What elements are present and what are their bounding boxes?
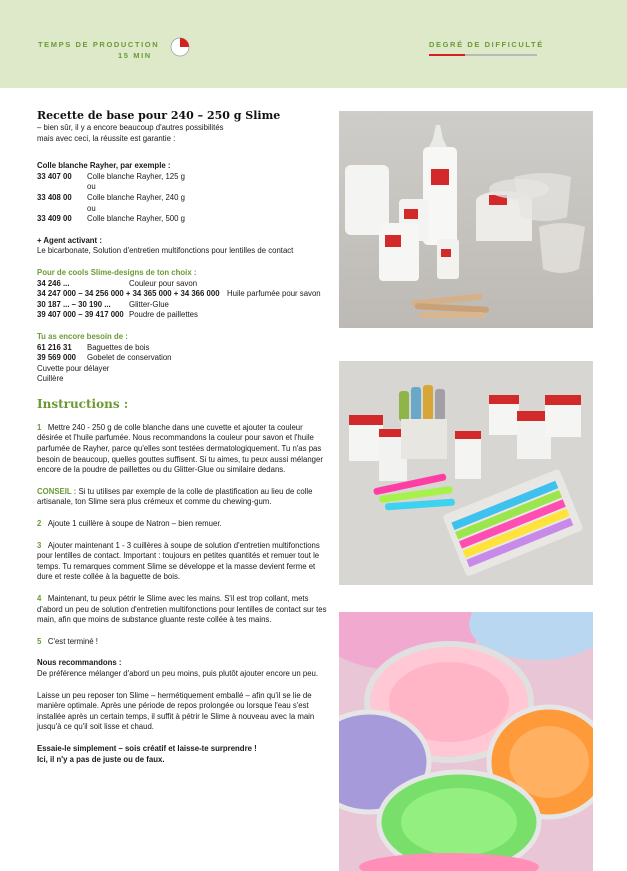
glue-item: 33 407 00 Colle blanche Rayher, 125 g <box>37 171 185 181</box>
clock-icon <box>170 37 190 57</box>
header-band <box>0 0 627 88</box>
need-heading: Tu as encore besoin de : <box>37 331 128 341</box>
difficulty-label: DEGRÉ DE DIFFICULTÉ <box>429 40 544 49</box>
step-5: 5 C'est terminé ! <box>37 636 98 646</box>
step-4: 4 Maintenant, tu peux pétrir le Slime avec les mains. S'il est trop collant, mets d'abord un peu de solution d'entretien multifonctions pour lentilles de contact sur tes main, afin que moins de substance gluante reste collée à tes mains. <box>37 594 327 625</box>
need-extra: Cuillère <box>37 374 64 384</box>
photo-slime-cups <box>339 612 593 871</box>
closing-1: Essaie-le simplement – sois créatif et laisse-te surprendre ! <box>37 743 257 753</box>
recommend-heading: Nous recommandons : <box>37 658 122 668</box>
closing-2: Ici, il n'y a pas de juste ou de faux. <box>37 754 165 764</box>
design-item: 34 246 ... Couleur pour savon <box>37 278 198 288</box>
need-extra: Cuvette pour délayer <box>37 363 110 373</box>
step-3: 3 Ajouter maintenant 1 - 3 cuillères à soupe de solution d'entretien multifonctions pour lentilles de contact. Important : toujours en petites quantités et remuer tout le temps. Tu remarques comment Slime se développe et la masse devient ferme et dure et reste collée à la baguette de bois. <box>37 540 320 582</box>
photo-colors-glitter <box>339 361 593 585</box>
need-item: 61 216 31 Baguettes de bois <box>37 342 150 352</box>
instructions-heading: Instructions : <box>37 396 129 411</box>
tip: CONSEIL : Si tu utilises par exemple de la colle de plastification au lieu de colle artisanale, ton Slime sera plus crémeux et comme du chewing-gum. <box>37 486 313 507</box>
design-item: 34 247 000 – 34 256 000 + 34 365 000 + 34 366 000 Huile parfumée pour savon <box>37 289 321 299</box>
glue-heading: Colle blanche Rayher, par exemple : <box>37 161 171 171</box>
recipe-text <box>37 108 329 765</box>
recipe-intro-2: mais avec ceci, la réussite est garantie : <box>37 133 176 143</box>
or-text: ou <box>87 203 96 213</box>
or-text: ou <box>87 182 96 192</box>
need-item: 39 569 000 Gobelet de conservation <box>37 353 172 363</box>
glue-item: 33 409 00 Colle blanche Rayher, 500 g <box>37 214 185 224</box>
rest-text: Laisse un peu reposer ton Slime – hermétiquement emballé – afin qu'il se lie de manière optimale. Après une période de repos prolongée ou lorsque l'eau s'est installée après un certain temps, il suffit à pétrir le Slime à nouveau avec la main jusqu'à ce qu'il soit lisse et chaud. <box>37 690 315 732</box>
recipe-title: Recette de base pour 240 – 250 g Slime <box>37 109 281 122</box>
agent-text: Le bicarbonate, Solution d'entretien multifonctions pour lentilles de contact <box>37 246 294 256</box>
photo-glue-bottles <box>339 111 593 328</box>
recipe-intro-1: – bien sûr, il y a encore beaucoup d'autres possibilités <box>37 123 224 132</box>
design-item: 39 407 000 – 39 417 000 Poudre de paillettes <box>37 310 198 320</box>
difficulty-bar-empty <box>465 54 537 56</box>
designs-heading: Pour de cools Slime-designs de ton choix : <box>37 267 197 277</box>
recommend-text: De préférence mélanger d'abord un peu moins, puis plutôt ajouter encore un peu. <box>37 668 319 678</box>
difficulty-bar-filled <box>429 54 465 56</box>
production-time-value: 15 MIN <box>118 51 152 60</box>
glue-item: 33 408 00 Colle blanche Rayher, 240 g <box>37 192 185 202</box>
agent-heading: + Agent activant : <box>37 235 102 245</box>
step-1: 1 Mettre 240 - 250 g de colle blanche dans une cuvette et ajouter ta couleur désirée et l'huile parfumée. Nous recommandons la couleur pour savon et l'huile parfumée de Rayher, parce qu'elles sont testées dermatologiquement. Tu n'as pas besoin de beaucoup, quelles gouttes suffisent. Si tu aimes, tu peux aussi mélanger encore de la poudre de paillettes ou du Glitter-Glue ou similaire dedans. <box>37 422 323 475</box>
production-time-label: TEMPS DE PRODUCTION <box>38 40 160 49</box>
design-item: 30 187 ... – 30 190 ... Glitter-Glue <box>37 299 169 309</box>
step-2: 2 Ajoute 1 cuillère à soupe de Natron – bien remuer. <box>37 519 222 529</box>
